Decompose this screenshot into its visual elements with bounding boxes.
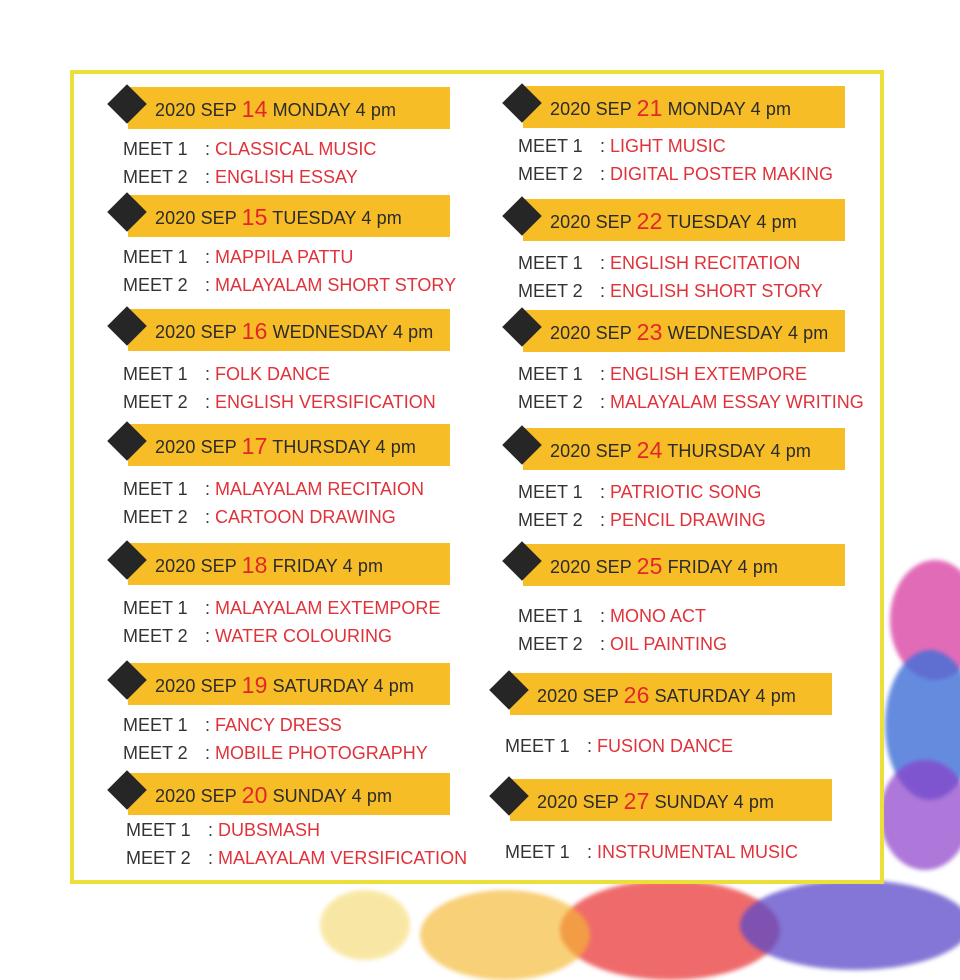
meet-label: MEET 1 bbox=[518, 364, 583, 384]
date-year: 2020 bbox=[155, 208, 196, 228]
meet-label: MEET 1 bbox=[123, 598, 188, 618]
date-heading bbox=[550, 208, 797, 235]
date-year: 2020 bbox=[155, 437, 196, 457]
meet-colon: : bbox=[600, 510, 611, 530]
meet-colon: : bbox=[600, 392, 611, 412]
date-heading bbox=[155, 318, 433, 345]
date-year: 2020 bbox=[155, 322, 196, 342]
date-heading bbox=[155, 96, 396, 123]
date-time: 4 pm bbox=[373, 676, 414, 696]
meet-row bbox=[123, 507, 396, 528]
meet-event: ENGLISH SHORT STORY bbox=[610, 281, 823, 301]
meet-label: MEET 2 bbox=[518, 281, 583, 301]
date-year: 2020 bbox=[537, 792, 578, 812]
date-heading bbox=[550, 437, 811, 464]
date-year: 2020 bbox=[155, 556, 196, 576]
meet-event: INSTRUMENTAL MUSIC bbox=[597, 842, 799, 862]
date-weekday: SATURDAY bbox=[654, 686, 751, 706]
meet-colon: : bbox=[205, 275, 216, 295]
meet-colon: : bbox=[205, 479, 216, 499]
meet-row bbox=[123, 715, 342, 736]
meet-label: MEET 2 bbox=[123, 392, 188, 412]
date-time: 4 pm bbox=[733, 792, 775, 812]
date-month: SEP bbox=[582, 686, 619, 706]
date-day: 21 bbox=[636, 95, 663, 121]
date-heading bbox=[550, 553, 778, 580]
meet-colon: : bbox=[205, 392, 216, 412]
meet-row bbox=[518, 634, 727, 655]
meet-label: MEET 1 bbox=[126, 820, 191, 840]
meet-colon: : bbox=[205, 598, 216, 618]
date-year: 2020 bbox=[550, 323, 591, 343]
date-month: SEP bbox=[595, 557, 632, 577]
meet-label: MEET 2 bbox=[518, 634, 583, 654]
meet-colon: : bbox=[205, 139, 216, 159]
meet-row bbox=[518, 392, 864, 413]
meet-colon: : bbox=[600, 606, 611, 626]
meet-event: PENCIL DRAWING bbox=[610, 510, 766, 530]
meet-label: MEET 1 bbox=[505, 842, 570, 862]
date-month: SEP bbox=[200, 437, 237, 457]
date-time: 4 pm bbox=[355, 100, 397, 120]
date-day: 23 bbox=[636, 319, 663, 345]
meet-row bbox=[123, 392, 436, 413]
date-month: SEP bbox=[595, 323, 632, 343]
meet-event: MAPPILA PATTU bbox=[215, 247, 354, 267]
date-heading bbox=[550, 95, 791, 122]
date-weekday: TUESDAY bbox=[667, 212, 752, 232]
date-heading bbox=[155, 204, 402, 231]
meet-row bbox=[518, 281, 823, 302]
date-day: 16 bbox=[241, 318, 268, 344]
date-day: 26 bbox=[623, 682, 650, 708]
meet-row bbox=[123, 626, 392, 647]
date-weekday: FRIDAY bbox=[272, 556, 338, 576]
meet-colon: : bbox=[205, 167, 216, 187]
meet-label: MEET 1 bbox=[123, 715, 188, 735]
date-day: 25 bbox=[636, 553, 663, 579]
date-year: 2020 bbox=[550, 99, 591, 119]
meet-colon: : bbox=[205, 715, 216, 735]
date-month: SEP bbox=[200, 100, 237, 120]
meet-event: ENGLISH EXTEMPORE bbox=[610, 364, 808, 384]
meet-label: MEET 2 bbox=[126, 848, 191, 868]
date-weekday: SUNDAY bbox=[272, 786, 347, 806]
date-day: 20 bbox=[241, 782, 268, 808]
meet-row bbox=[505, 842, 798, 863]
meet-row bbox=[123, 275, 456, 296]
date-weekday: THURSDAY bbox=[272, 437, 371, 457]
meet-colon: : bbox=[587, 842, 598, 862]
meet-event: LIGHT MUSIC bbox=[610, 136, 726, 156]
meet-event: MALAYALAM SHORT STORY bbox=[215, 275, 457, 295]
meet-label: MEET 1 bbox=[518, 606, 583, 626]
meet-label: MEET 1 bbox=[123, 479, 188, 499]
meet-label: MEET 2 bbox=[123, 626, 188, 646]
meet-row bbox=[518, 164, 833, 185]
meet-colon: : bbox=[600, 482, 611, 502]
meet-colon: : bbox=[587, 736, 598, 756]
meet-event: ENGLISH ESSAY bbox=[215, 167, 358, 187]
date-weekday: SATURDAY bbox=[272, 676, 369, 696]
date-time: 4 pm bbox=[342, 556, 384, 576]
meet-event: FOLK DANCE bbox=[215, 364, 331, 384]
meet-event: WATER COLOURING bbox=[215, 626, 393, 646]
date-year: 2020 bbox=[550, 212, 591, 232]
meet-label: MEET 1 bbox=[518, 482, 583, 502]
date-heading bbox=[155, 782, 392, 809]
date-day: 18 bbox=[241, 552, 268, 578]
meet-colon: : bbox=[600, 364, 611, 384]
meet-colon: : bbox=[205, 247, 216, 267]
date-year: 2020 bbox=[155, 100, 196, 120]
meet-label: MEET 2 bbox=[123, 743, 188, 763]
meet-colon: : bbox=[600, 281, 611, 301]
meet-colon: : bbox=[600, 253, 611, 273]
date-month: SEP bbox=[200, 556, 237, 576]
date-year: 2020 bbox=[537, 686, 578, 706]
date-time: 4 pm bbox=[737, 557, 779, 577]
date-time: 4 pm bbox=[392, 322, 434, 342]
date-day: 19 bbox=[241, 672, 268, 698]
date-month: SEP bbox=[595, 99, 632, 119]
meet-colon: : bbox=[600, 164, 611, 184]
meet-event: MOBILE PHOTOGRAPHY bbox=[215, 743, 428, 763]
meet-event: MALAYALAM ESSAY WRITING bbox=[610, 392, 864, 412]
date-heading bbox=[537, 788, 774, 815]
meet-event: CLASSICAL MUSIC bbox=[215, 139, 377, 159]
date-heading bbox=[155, 552, 383, 579]
date-time: 4 pm bbox=[375, 437, 416, 457]
date-year: 2020 bbox=[155, 676, 196, 696]
date-month: SEP bbox=[595, 212, 632, 232]
meet-event: DUBSMASH bbox=[218, 820, 321, 840]
date-time: 4 pm bbox=[755, 686, 796, 706]
date-year: 2020 bbox=[550, 557, 591, 577]
date-weekday: FRIDAY bbox=[667, 557, 733, 577]
meet-event: FANCY DRESS bbox=[215, 715, 342, 735]
meet-event: DIGITAL POSTER MAKING bbox=[610, 164, 834, 184]
meet-row bbox=[518, 136, 726, 157]
meet-colon: : bbox=[205, 626, 216, 646]
meet-row bbox=[518, 364, 807, 385]
meet-row bbox=[123, 364, 330, 385]
meet-event: FUSION DANCE bbox=[597, 736, 734, 756]
date-month: SEP bbox=[200, 676, 237, 696]
date-month: SEP bbox=[200, 322, 237, 342]
date-time: 4 pm bbox=[756, 212, 797, 232]
date-day: 15 bbox=[241, 204, 268, 230]
meet-row bbox=[123, 743, 428, 764]
date-day: 22 bbox=[636, 208, 663, 234]
meet-row bbox=[518, 482, 761, 503]
paint-splash-decoration bbox=[740, 880, 960, 970]
date-weekday: MONDAY bbox=[667, 99, 746, 119]
meet-colon: : bbox=[205, 743, 216, 763]
meet-label: MEET 1 bbox=[518, 136, 583, 156]
date-weekday: WEDNESDAY bbox=[667, 323, 783, 343]
meet-row bbox=[126, 820, 320, 841]
date-weekday: TUESDAY bbox=[272, 208, 357, 228]
meet-event: PATRIOTIC SONG bbox=[610, 482, 762, 502]
meet-label: MEET 1 bbox=[123, 139, 188, 159]
meet-colon: : bbox=[208, 820, 219, 840]
meet-label: MEET 2 bbox=[123, 507, 188, 527]
paint-splash-decoration bbox=[880, 760, 960, 870]
date-month: SEP bbox=[200, 208, 237, 228]
date-heading bbox=[537, 682, 796, 709]
date-heading bbox=[155, 433, 416, 460]
meet-label: MEET 2 bbox=[518, 392, 583, 412]
date-heading bbox=[155, 672, 414, 699]
date-weekday: SUNDAY bbox=[654, 792, 729, 812]
date-time: 4 pm bbox=[770, 441, 811, 461]
meet-label: MEET 2 bbox=[518, 164, 583, 184]
meet-event: ENGLISH VERSIFICATION bbox=[215, 392, 436, 412]
date-day: 17 bbox=[241, 433, 268, 459]
meet-event: OIL PAINTING bbox=[610, 634, 728, 654]
meet-row bbox=[123, 479, 424, 500]
date-year: 2020 bbox=[550, 441, 591, 461]
meet-row bbox=[123, 167, 358, 188]
meet-row bbox=[123, 247, 353, 268]
meet-label: MEET 2 bbox=[123, 275, 188, 295]
date-time: 4 pm bbox=[361, 208, 402, 228]
meet-event: MALAYALAM RECITAION bbox=[215, 479, 425, 499]
meet-colon: : bbox=[208, 848, 219, 868]
date-time: 4 pm bbox=[750, 99, 792, 119]
meet-row bbox=[505, 736, 733, 757]
date-weekday: THURSDAY bbox=[667, 441, 766, 461]
meet-colon: : bbox=[600, 136, 611, 156]
date-time: 4 pm bbox=[351, 786, 393, 806]
meet-event: CARTOON DRAWING bbox=[215, 507, 396, 527]
date-year: 2020 bbox=[155, 786, 196, 806]
meet-colon: : bbox=[205, 364, 216, 384]
meet-row bbox=[126, 848, 467, 869]
meet-label: MEET 1 bbox=[123, 364, 188, 384]
paint-splash-decoration bbox=[320, 890, 410, 960]
date-day: 24 bbox=[636, 437, 663, 463]
paint-splash-decoration bbox=[420, 890, 590, 980]
date-month: SEP bbox=[582, 792, 619, 812]
meet-label: MEET 1 bbox=[123, 247, 188, 267]
date-time: 4 pm bbox=[787, 323, 829, 343]
meet-row bbox=[518, 510, 766, 531]
date-day: 14 bbox=[241, 96, 268, 122]
meet-row bbox=[123, 139, 376, 160]
date-weekday: WEDNESDAY bbox=[272, 322, 388, 342]
meet-colon: : bbox=[600, 634, 611, 654]
date-day: 27 bbox=[623, 788, 650, 814]
meet-label: MEET 2 bbox=[123, 167, 188, 187]
meet-event: MONO ACT bbox=[610, 606, 707, 626]
meet-label: MEET 1 bbox=[505, 736, 570, 756]
meet-event: MALAYALAM VERSIFICATION bbox=[218, 848, 468, 868]
meet-label: MEET 2 bbox=[518, 510, 583, 530]
date-heading bbox=[550, 319, 828, 346]
meet-row bbox=[123, 598, 440, 619]
meet-event: ENGLISH RECITATION bbox=[610, 253, 801, 273]
meet-colon: : bbox=[205, 507, 216, 527]
meet-event: MALAYALAM EXTEMPORE bbox=[215, 598, 441, 618]
date-month: SEP bbox=[595, 441, 632, 461]
meet-row bbox=[518, 606, 706, 627]
meet-row bbox=[518, 253, 800, 274]
meet-label: MEET 1 bbox=[518, 253, 583, 273]
date-month: SEP bbox=[200, 786, 237, 806]
date-weekday: MONDAY bbox=[272, 100, 351, 120]
